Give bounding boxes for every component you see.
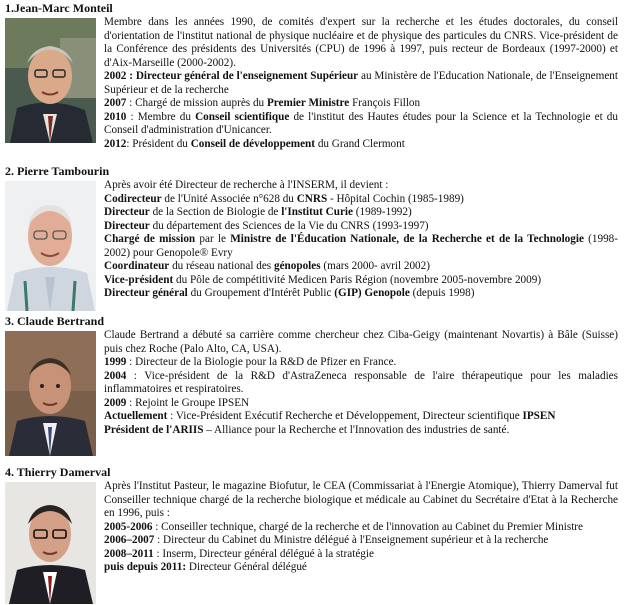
bio-run: François Fillon [349,97,421,109]
bio-run: (1998-2002) pour Genopole® Evry [104,233,619,259]
profile-card-3 [0,315,639,460]
bio-emphasis: CNRS [296,192,328,205]
bio-text [104,16,618,151]
bio-run: au Ministère de l'Education Nationale, de l'Enseignement Supérieur et de la recherche [104,70,618,96]
bio-emphasis: IPSEN [522,410,556,422]
bio-emphasis: Ministre de l'Éducation Nationale, de la Recherche et de la Technologie [230,233,584,245]
bio-paragraph [104,220,618,234]
bio-paragraph [104,329,618,356]
person-name: 3. Claude Bertrand [5,314,104,328]
bio-paragraph [104,548,618,562]
bio-run: (depuis 1998) [409,287,475,299]
bio-emphasis: 2005-2006 [104,520,153,533]
bio-paragraph [104,193,618,207]
bio-run: de l'Unité Associée n°628 du [161,192,297,205]
bio-run: : Chargé de mission auprès du [126,97,267,109]
bio-run: - Hôpital Cochin (1985-1989) [327,192,464,205]
profile-card-1 [0,2,639,162]
bio-emphasis: puis depuis 2011: [104,561,187,573]
portrait-photo [5,482,96,604]
bio-emphasis: 1999 [104,356,127,368]
bio-run: Claude Bertrand a débuté sa carrière comme chercheur chez Ciba-Geigy (maintenant Novartis) à Bâle (Suisse) puis chez Roche (Palo Alto, CA, USA). [104,329,618,355]
portrait-photo [5,331,96,456]
bio-emphasis: Codirecteur [104,192,162,205]
profile-card-2 [0,165,639,315]
bio-paragraph [104,111,618,138]
bio-run: : Conseiller technique, chargé de la recherche et de l'innovation au Cabinet du Premier Ministre [152,520,584,533]
bio-emphasis: 2004 [104,369,127,382]
bio-emphasis: 2009 [104,396,127,409]
person-name: 1.Jean-Marc Monteil [5,1,113,15]
bio-paragraph [104,397,618,411]
bio-emphasis: Directeur [104,219,150,232]
bio-run: Membre dans les années 1990, de comités d'expert sur la recherche et les études doctorales, du conseil d'orientation de l'institut national de physique nucléaire et de physique des particules du CNRS. Vice-président de la Conférence des présidents des Universités (CPU) de 1996 à 1997, puis recteur de Bordeaux (1997-2000) et d'Aix-Marseille (2000-2002). [104,16,618,69]
person-name: 4. Thierry Damerval [5,465,111,479]
bio-emphasis: Directeur général [104,287,188,299]
bio-text [104,329,618,437]
bio-run: : Vice-président de la R&D d'AstraZeneca responsable de l'aire thérapeutique pour les maladies inflammatoires et respiratoires. [104,369,618,395]
bio-paragraph [104,138,618,152]
bio-run: de la Section de Biologie de [149,206,282,218]
bio-emphasis: Chargé de mission [104,233,196,245]
bio-run: : Inserm, Directeur général délégué à la stratégie [153,547,374,560]
bio-run: du Grand Clermont [315,137,405,150]
bio-run: (1989-1992) [352,206,412,218]
bio-run: du réseau national des [169,260,274,272]
bio-emphasis: Premier Ministre [266,97,350,109]
bio-emphasis: l'Institut Curie [281,206,353,218]
person-name: 2. Pierre Tambourin [5,164,110,178]
bio-emphasis: (GIP) Genopole [334,287,410,299]
bio-paragraph [104,370,618,397]
bio-paragraph [104,16,618,70]
bio-run: (mars 2000- avril 2002) [320,260,430,272]
bio-run: : Vice-Président Exécutif Recherche et Développement, Directeur scientifique [167,410,523,422]
bio-emphasis: Conseil de développement [190,137,316,150]
bio-emphasis: 2012 [104,137,127,150]
bio-run: Après l'Institut Pasteur, le magazine Biofutur, le CEA (Commissariat à l'Energie Atomique), Thierry Damerval fut Conseiller technique chargé de la recherche biologique et médicale au Cabinet du Secrétaire d'Etat à la Recherche en 1996, puis : [104,480,618,519]
bio-emphasis: Président de l'ARIIS [104,423,204,436]
bio-emphasis: 2008–2011 [104,547,154,560]
bio-emphasis: Directeur général de l'enseignement Supérieur [135,70,359,82]
bio-run: par le [195,233,231,245]
bio-emphasis: 2007 [104,97,127,109]
bio-run: Après avoir été Directeur de recherche à l'INSERM, il devient : [104,179,389,191]
bio-paragraph [104,424,618,438]
bio-run: Directeur Général délégué [186,561,307,573]
bio-paragraph [104,521,618,535]
bio-run: : Directeur de la Biologie pour la R&D de Pfizer en France. [126,356,397,368]
bio-emphasis: 2010 [104,110,127,123]
bio-paragraph [104,274,618,288]
bio-paragraph [104,480,618,521]
bio-emphasis: Directeur [104,206,150,218]
bio-run: : Rejoint le Groupe IPSEN [126,396,250,409]
bio-paragraph [104,233,618,260]
portrait-photo [5,18,96,143]
bio-paragraph [104,206,618,220]
bio-paragraph [104,287,618,301]
bio-run: : Directeur du Cabinet du Ministre délégué à l'Enseignement supérieur et à la recherche [154,534,549,546]
bio-paragraph [104,70,618,97]
bio-run: : Membre du [126,110,196,123]
bio-run: – Alliance pour la Recherche et l'Innovation des industries de santé. [203,423,510,436]
bio-text [104,179,618,301]
bio-run: du Groupement d'Intérêt Public [187,287,335,299]
bio-emphasis: Coordinateur [104,260,170,272]
bio-paragraph [104,260,618,274]
bio-emphasis: Actuellement [104,410,168,422]
bio-emphasis: Conseil scientifique [195,110,290,123]
bio-emphasis: 2006–2007 [104,534,155,546]
bio-paragraph [104,534,618,548]
bio-run: de l'institut des Hautes études pour la Science et la Technologie et du Conseil d'administration d'Unicancer. [104,110,618,136]
bio-paragraph [104,97,618,111]
bio-run: du Pôle de compétitivité Medicen Paris Région (novembre 2005-novembre 2009) [173,273,542,286]
bio-text [104,480,618,575]
bio-paragraph [104,179,618,193]
bio-emphasis: génopoles [273,260,321,272]
profile-card-4 [0,466,639,605]
bio-emphasis: 2002 : [104,70,136,82]
bio-run: du département des Sciences de la Vie du CNRS (1993-1997) [149,219,429,232]
bio-emphasis: Vice-président [104,273,174,286]
bio-paragraph [104,410,618,424]
bio-run: : Président du [126,137,191,150]
portrait-photo [5,181,96,311]
bio-paragraph [104,561,618,575]
bio-paragraph [104,356,618,370]
